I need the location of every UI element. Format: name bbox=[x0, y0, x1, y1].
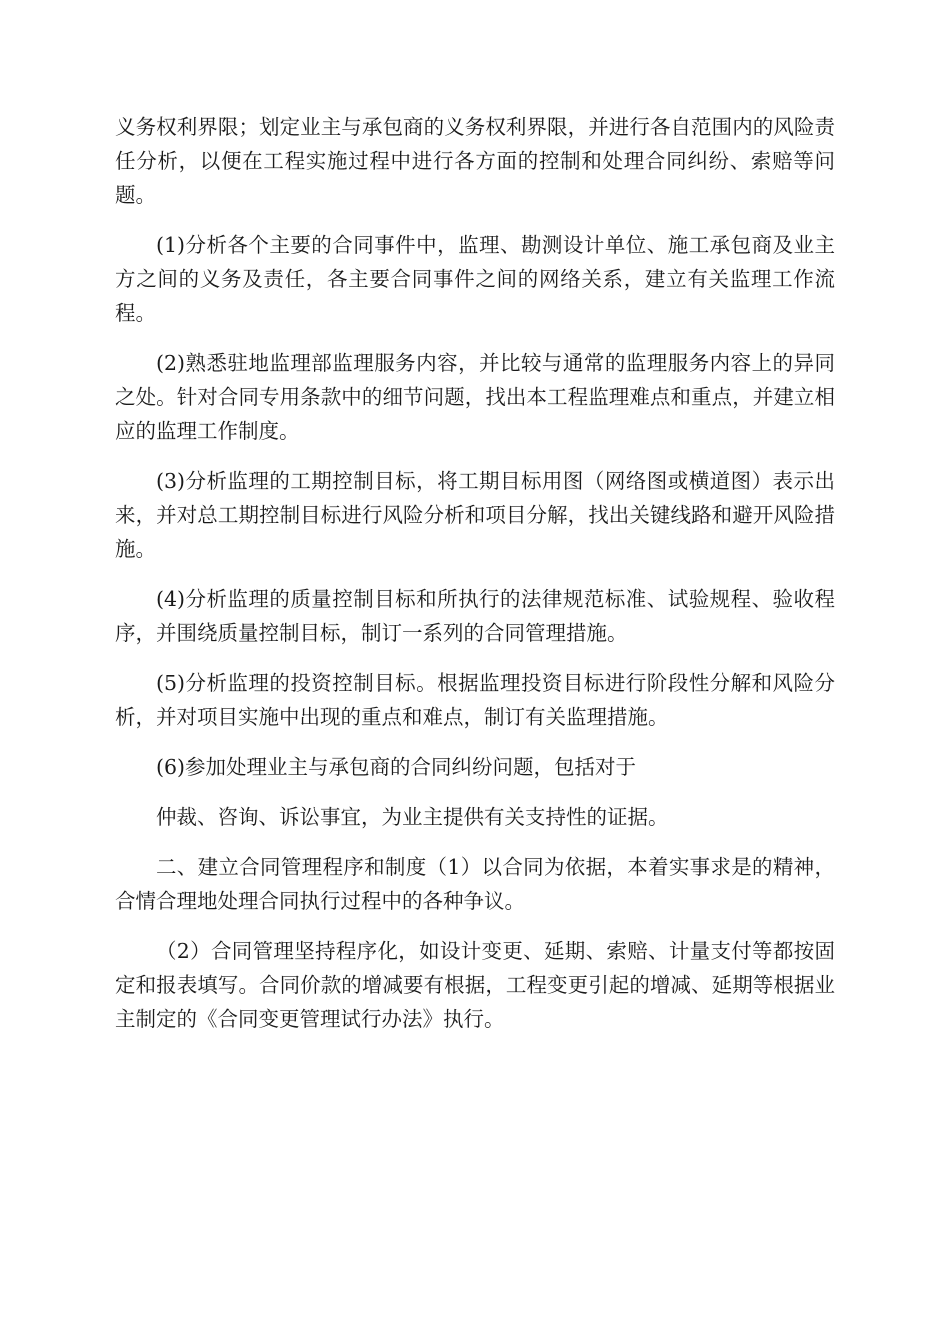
paragraph-item-1: (1)分析各个主要的合同事件中，监理、勘测设计单位、施工承包商及业主方之间的义务及责任，各主要合同事件之间的网络关系，建立有关监理工作流程。 bbox=[115, 233, 835, 325]
paragraph-continuation: 义务权利界限；划定业主与承包商的义务权利界限，并进行各自范围内的风险责任分析，以便在工程实施过程中进行各方面的控制和处理合同纠纷、索赔等问题。 bbox=[115, 115, 835, 207]
paragraph-item-6: (6)参加处理业主与承包商的合同纠纷问题，包括对于 bbox=[156, 755, 637, 779]
paragraph-section-2-item-2: （2）合同管理坚持程序化，如设计变更、延期、索赔、计量支付等都按固定和报表填写。合同价款的增减要有根据，工程变更引起的增减、延期等根据业主制定的《合同变更管理试行办法》执行。 bbox=[115, 939, 835, 1031]
paragraph-item-2: (2)熟悉驻地监理部监理服务内容，并比较与通常的监理服务内容上的异同之处。针对合同专用条款中的细节问题，找出本工程监理难点和重点，并建立相应的监理工作制度。 bbox=[115, 351, 835, 443]
paragraph-item-4: (4)分析监理的质量控制目标和所执行的法律规范标准、试验规程、验收程序，并围绕质量控制目标，制订一系列的合同管理措施。 bbox=[115, 587, 835, 645]
paragraph-item-6-continued: 仲裁、咨询、诉讼事宜，为业主提供有关支持性的证据。 bbox=[156, 805, 669, 829]
paragraph-section-2: 二、建立合同管理程序和制度（1）以合同为依据，本着实事求是的精神，合情合理地处理合同执行过程中的各种争议。 bbox=[115, 855, 835, 913]
paragraph-item-3: (3)分析监理的工期控制目标，将工期目标用图（网络图或横道图）表示出来，并对总工期控制目标进行风险分析和项目分解，找出关键线路和避开风险措施。 bbox=[115, 469, 835, 561]
paragraph-item-5: (5)分析监理的投资控制目标。根据监理投资目标进行阶段性分解和风险分析，并对项目实施中出现的重点和难点，制订有关监理措施。 bbox=[115, 671, 835, 729]
document-body bbox=[115, 110, 835, 1052]
